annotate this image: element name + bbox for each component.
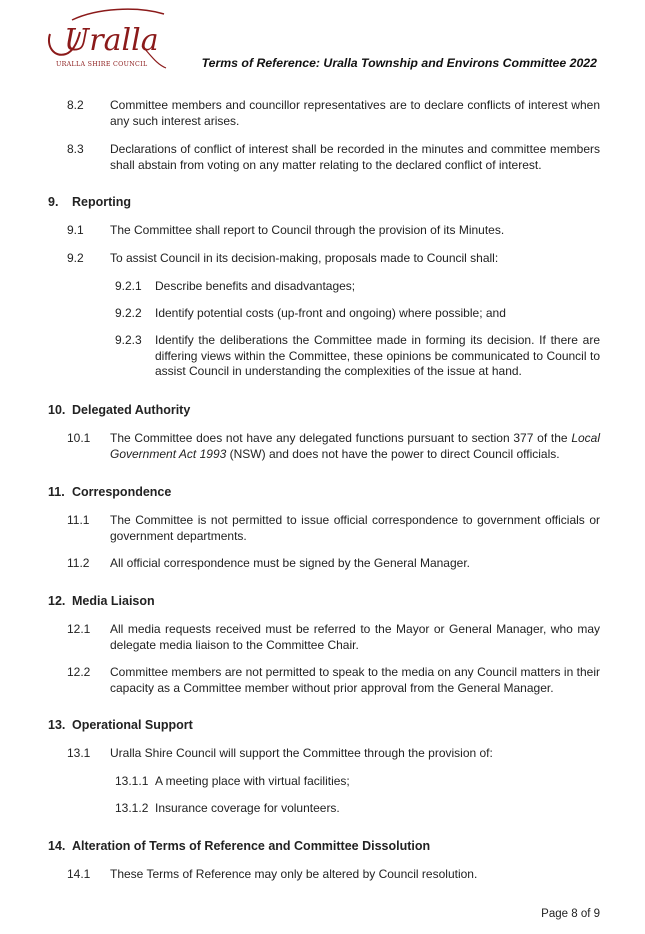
- subclause-number: 9.2.1: [115, 279, 142, 293]
- clause-text: All media requests received must be referred to the Mayor or General Manager, who may delegate media liaison to the Committee Chair.: [110, 622, 600, 652]
- section-title: Media Liaison: [72, 594, 155, 608]
- subclause-number: 13.1.1: [115, 774, 149, 788]
- clause-text: These Terms of Reference may only be altered by Council resolution.: [110, 867, 478, 881]
- clause-text: To assist Council in its decision-making, proposals made to Council shall:: [110, 251, 499, 265]
- clause-text: Uralla Shire Council will support the Committee through the provision of:: [110, 746, 493, 760]
- clause-number: 9.2: [67, 251, 84, 265]
- section-heading-reporting: [48, 195, 131, 211]
- act-name: Local Government Act 1993: [110, 431, 600, 461]
- section-number: 14.: [48, 839, 66, 853]
- logo-subtext: URALLA SHIRE COUNCIL: [56, 61, 148, 68]
- clause-number: 12.2: [67, 665, 91, 679]
- section-title: Operational Support: [72, 718, 193, 732]
- clause-number: 13.1: [67, 746, 91, 760]
- clause-text-part: The Committee does not have any delegated functions pursuant to section 377 of the: [110, 431, 572, 445]
- section-heading-operational-support: [48, 718, 193, 734]
- clause-number: 8.2: [67, 98, 84, 112]
- section-number: 11.: [48, 485, 65, 499]
- clause-number: 11.1: [67, 513, 90, 527]
- uralla-logo: [42, 6, 172, 72]
- clause-text: Committee members and councillor representatives are to declare conflicts of interest when any such interest arises.: [110, 98, 600, 128]
- clause-text: The Committee is not permitted to issue official correspondence to government officials or government departments.: [110, 513, 600, 543]
- section-title: Reporting: [72, 195, 132, 209]
- document-header-title: Terms of Reference: Uralla Township and Environs Committee 2022: [201, 56, 597, 70]
- subclause-text: A meeting place with virtual facilities;: [155, 774, 350, 788]
- clause-number: 11.2: [67, 556, 90, 570]
- section-heading-delegated-authority: [48, 403, 190, 419]
- section-number: 10.: [48, 403, 66, 417]
- clause-number: 8.3: [67, 142, 84, 156]
- clause-number: 10.1: [67, 431, 91, 445]
- clause-text: Declarations of conflict of interest shall be recorded in the minutes and committee members shall abstain from voting on any matter relating to the declared conflict of interest.: [110, 142, 600, 172]
- section-heading-alteration: [48, 839, 430, 855]
- section-title: Alteration of Terms of Reference and Committee Dissolution: [72, 839, 431, 853]
- subclause-text: Describe benefits and disadvantages;: [155, 279, 356, 293]
- logo-script-text: Uralla: [64, 23, 159, 58]
- subclause-number: 9.2.2: [115, 306, 142, 320]
- clause-text: The Committee shall report to Council through the provision of its Minutes.: [110, 223, 505, 237]
- section-number: 12.: [48, 594, 66, 608]
- page-number: Page 8 of 9: [541, 908, 600, 920]
- section-title: Correspondence: [72, 485, 172, 499]
- clause-number: 9.1: [67, 223, 84, 237]
- section-heading-correspondence: [48, 485, 171, 501]
- subclause-text: Identify potential costs (up-front and ongoing) where possible; and: [155, 306, 506, 320]
- subclause-text: Insurance coverage for volunteers.: [155, 801, 340, 815]
- uralla-logo-graphic: [42, 6, 172, 72]
- clause-text: Committee members are not permitted to speak to the media on any Council matters in their capacity as a Committee member without prior approval from the General Manager.: [110, 665, 600, 695]
- clause-text-part: (NSW) and does not have the power to direct Council officials.: [226, 446, 560, 461]
- subclause-number: 13.1.2: [115, 801, 149, 815]
- section-heading-media-liaison: [48, 594, 155, 610]
- section-number: 9.: [48, 195, 59, 209]
- clause-number: 14.1: [67, 867, 91, 881]
- section-title: Delegated Authority: [72, 403, 191, 417]
- subclause-text: Identify the deliberations the Committee made in forming its decision. If there are differing views within the Committee, these opinions be communicated to Council to assist Council in understanding the complexities of the issue at hand.: [155, 333, 600, 378]
- subclause-number: 9.2.3: [115, 333, 142, 347]
- section-number: 13.: [48, 718, 66, 732]
- clause-text: [110, 431, 600, 462]
- clause-text: All official correspondence must be signed by the General Manager.: [110, 556, 470, 570]
- clause-number: 12.1: [67, 622, 91, 636]
